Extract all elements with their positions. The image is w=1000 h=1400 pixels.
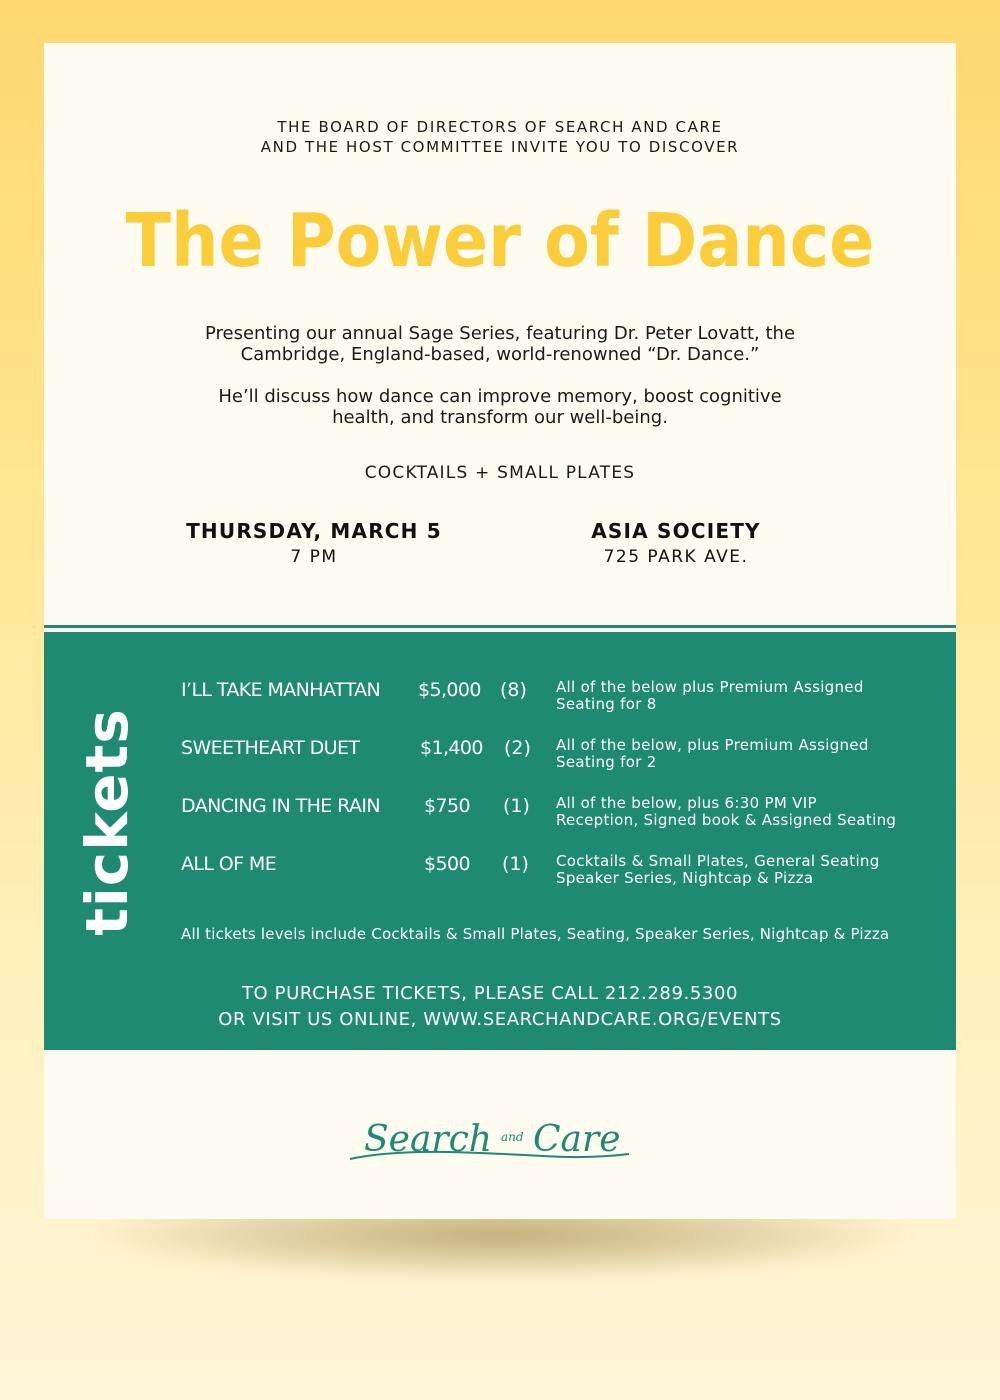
offering-text: COCKTAILS + SMALL PLATES	[364, 463, 636, 483]
tier-description-line: Speaker Series, Nightcap & Pizza	[556, 869, 814, 887]
description-line: He’ll discuss how dance can improve memory, boost cognitive	[218, 386, 782, 407]
tier-description-line: All of the below, plus 6:30 PM VIP	[556, 794, 817, 812]
tier-description	[556, 679, 936, 713]
tier-name: ALL OF ME	[181, 853, 277, 875]
tier-description-line: All of the below plus Premium Assigned	[556, 678, 864, 696]
logo-word-and: and	[501, 1130, 524, 1144]
tier-name: DANCING IN THE RAIN	[181, 795, 380, 817]
description-line: Cambridge, England-based, world-renowned “Dr. Dance.”	[240, 344, 760, 365]
logo-word-search: Search	[364, 1119, 492, 1160]
divider-rule	[44, 625, 956, 628]
description-paragraph-1	[44, 323, 956, 365]
tier-price: $5,000	[418, 679, 481, 701]
event-date: THURSDAY, MARCH 5	[186, 519, 442, 543]
tier-name: I’LL TAKE MANHATTAN	[181, 679, 381, 701]
description-line: health, and transform our well-being.	[332, 407, 668, 428]
event-where	[486, 519, 866, 571]
ticket-tier	[44, 853, 956, 893]
invitation-header	[44, 117, 956, 157]
tier-price: $500	[424, 853, 470, 875]
tickets-heading: tickets	[73, 708, 141, 936]
invitation-card	[44, 43, 956, 1219]
tier-description-line: Seating for 2	[556, 753, 657, 771]
event-when	[124, 519, 504, 571]
event-time: 7 PM	[290, 547, 338, 567]
search-and-care-logo	[344, 1107, 634, 1171]
tier-name: SWEETHEART DUET	[181, 737, 360, 759]
ticket-tier	[44, 737, 956, 777]
description-paragraph-2	[44, 386, 956, 428]
tier-description-line: Cocktails & Small Plates, General Seating	[556, 852, 880, 870]
tier-quantity: (1)	[502, 853, 529, 875]
tickets-note: All tickets levels include Cocktails & Small Plates, Seating, Speaker Series, Nightcap & Pizza	[181, 925, 890, 943]
purchase-website: OR VISIT US ONLINE, WWW.SEARCHANDCARE.ORG/EVENTS	[218, 1009, 782, 1030]
tier-quantity: (2)	[504, 737, 531, 759]
tier-quantity: (8)	[500, 679, 527, 701]
tier-description	[556, 795, 936, 829]
tier-price: $750	[424, 795, 470, 817]
tier-description-line: All of the below, plus Premium Assigned	[556, 736, 869, 754]
purchase-phone: TO PURCHASE TICKETS, PLEASE CALL 212.289.5300	[241, 983, 739, 1004]
tier-description	[556, 737, 936, 771]
event-venue: ASIA SOCIETY	[591, 519, 761, 543]
tier-description-line: Reception, Signed book & Assigned Seating	[556, 811, 897, 829]
tier-price: $1,400	[420, 737, 483, 759]
description-line: Presenting our annual Sage Series, featuring Dr. Peter Lovatt, the	[204, 323, 796, 344]
ticket-tier	[44, 679, 956, 719]
invitation-line-2: AND THE HOST COMMITTEE INVITE YOU TO DISCOVER	[260, 138, 740, 156]
tier-description	[556, 853, 936, 887]
event-address: 725 PARK AVE.	[603, 547, 749, 567]
event-title: The Power of Dance	[125, 198, 875, 284]
logo-word-care: Care	[533, 1119, 621, 1160]
ticket-tier	[44, 795, 956, 835]
tier-quantity: (1)	[503, 795, 530, 817]
tier-description-line: Seating for 8	[556, 695, 657, 713]
invitation-line-1: THE BOARD OF DIRECTORS OF SEARCH AND CARE	[277, 118, 723, 136]
tickets-section	[44, 632, 956, 1050]
